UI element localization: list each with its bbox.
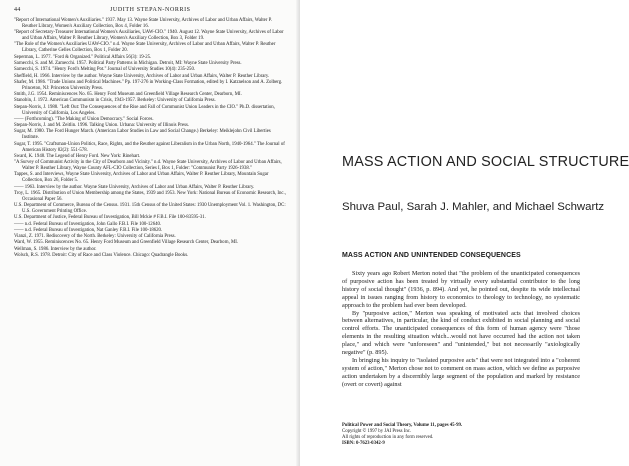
reference-entry: Shafer, M. 1986. "Trade Unions and Political Machines." Pp. 197-276 in Working-Class Formation, edited by I. Katznelson and A. Zolberg. Princeton, NJ: Princeton University Press. <box>14 79 283 91</box>
reference-entry: Sugar, T. 1995. "Craftsman-Union Politics, Race, Rights, and the Reuther against Liberalism in the Urban North, 1940-1964." The Journal of American History 82(2): 551-578. <box>14 141 285 153</box>
reference-list <box>14 18 286 259</box>
reference-entry: Stepan-Norris, J. 1988. "Left Out: The Consequences of the Rise and Fall of Communist Union Leaders in the CIO." Ph.D. dissertation, University of California, Los Angeles. <box>14 104 275 116</box>
reference-entry: "Report of Secretary-Treasurer International Women's Auxiliaries, UAW-CIO." 1940. August 12. Wayne State University, Archives of Labor and Urban Affairs, Walter P. Reuther Library, Women's Auxiliary Collection, Box 3, Folder 19. <box>14 30 284 42</box>
article-body <box>342 270 580 389</box>
reference-entry: Troy, L. 1965. Distribution of Union Membership among the States, 1939 and 1953. New York: National Bureau of Economic Research, Inc., Occasional Paper 56. <box>14 190 286 202</box>
section-heading: MASS ACTION AND UNINTENDED CONSEQUENCES <box>342 252 521 259</box>
right-page <box>300 0 629 466</box>
reference-entry: —— n.d. Federal Bureau of Investigation, John Gallo F.B.I. File 100-12640. <box>14 221 162 227</box>
article-authors: Shuva Paul, Sarah J. Mahler, and Michael Schwartz <box>342 201 605 213</box>
reference-entry: U.S. Department of Commerce, Bureau of the Census. 1931. 15th Census of the United States: 1930 Unemployment Vol. 1. Washington, DC: U.S. Government Printing Office. <box>14 203 286 214</box>
left-page <box>0 0 300 466</box>
reference-entry: Stepan-Norris, J. and M. Zeitlin. 1996. Talking Union. Urbana: University of Illinois Press. <box>14 123 190 129</box>
reference-entry: Sugar, M. 1980. The Ford Hunger March. (American Labor Studies in Law and Social Change.) Berkeley: Meiklejohn Civil Liberties Institute. <box>14 129 271 141</box>
body-paragraph: In bringing his inquiry to "isolated purposive acts" that were not integrated into a "coherent system of action," Merton chose not to comment on mass action, which we define as purposive action undertaken by a discernibly large segment of the population and marked by resistance (overt or covert) against <box>342 356 580 388</box>
reference-entry: Sarnecchi, S. and M. Zamecchi. 1957. Political Party Patterns in Michigan. Detroit, MI: Wayne State University Press. <box>14 60 242 66</box>
reference-entry: Wolsch, R.S. 1978. Detroit: City of Race and Class Violence. Chicago: Quadrangle Books. <box>14 252 189 258</box>
reference-entry: Smith, J.G. 1954. Reminiscences No. 65. Henry Ford Museum and Greenfield Village Research Center, Dearborn, MI. <box>14 92 242 97</box>
body-paragraph: By "purposive action," Merton was speaking of motivated acts that involved choices between alternatives, in particular, the kind of conduct exhibited in social planning and social control efforts. The unanticipated consequences of this form of human agency were "those elements in the resulting situation which...would not have occurred had the action not taken place," and which were "unforeseen" and "unintended," but not necessarily "axiologically negative" (p. 895). <box>342 309 580 357</box>
footnote-copyright: Copyright © 1997 by JAI Press Inc. <box>342 429 412 434</box>
reference-entry: Sward, K. 1948. The Legend of Henry Ford. New York: Rinehart. <box>14 153 141 159</box>
reference-entry: —— (Forthcoming). "The Making of Union Democracy." Social Forces. <box>14 116 154 122</box>
footnote-rights: All rights of reproduction in any form reserved. <box>342 435 434 440</box>
reference-entry: "A Survey of Communist Activity in the City of Dearborn and Vicinity." n.d. Wayne State University, Archives of Labor and Urban Affairs, Walter P. Reuther Library, Wayne County AFL-CIO Collection, Series I, Box 1, Folder: "Communist Party 1926-1938." <box>14 160 282 171</box>
reference-entry: Seperman, L. 1977. "Ford & Organized." Political Affairs 56(3): 19-25. <box>14 54 152 60</box>
reference-entry: Stanobin, J. 1972. American Communism in Crisis, 1943-1957. Berkeley: University of California Press. <box>14 98 216 104</box>
reference-entry: Vianzi, Z. 1971. Rediscovery of the North. Berkeley: University of California Press. <box>14 234 176 240</box>
reference-entry: Sarnecchi, S. 1974. "Henry Ford's Melting Pot." Journal of University Studies 10(4): 235-250. <box>14 67 196 73</box>
reference-entry: "The Role of the Women's Auxiliaries UAW-CIO." n.d. Wayne State University, Archives of Labor and Urban Affairs, Walter P. Reuther Library, Catherine Gelles Collection, Box 1, Folder 20. <box>14 42 276 54</box>
body-paragraph: Sixty years ago Robert Merton noted that "the problem of the unanticipated consequences of purposive action has been treated by virtually every substantial contributor to the long history of social thought" (1936, p. 894). And yet, he pointed out, despite its wide intellectual appeal in issues ranging from history to economics to theology to technology, no systematic approach to the problem had ever been developed. <box>342 270 580 309</box>
reference-entry: Wellman, S. 1986. Interview by the author. <box>14 246 97 252</box>
reference-entry: U.S. Department of Justice, Federal Bureau of Investigation, Bill Mckie # F.B.I. File 100-83595-31. <box>14 215 206 221</box>
running-head: JUDITH STEPAN-NORRIS <box>110 7 191 13</box>
page-number: 44 <box>14 7 21 13</box>
footnote-isbn: ISBN: 0-7623-0342-9 <box>342 441 385 446</box>
publication-footnote <box>342 423 582 447</box>
article-title: MASS ACTION AND SOCIAL STRUCTURE <box>342 154 629 170</box>
reference-entry: "Report of International Women's Auxiliaries." 1937. May 13. Wayne State University, Archives of Labor and Urban Affairs, Walter P. Reuther Library, Women's Auxiliary Collection, Box 4, Folder 16. <box>14 18 272 29</box>
reference-entry: Sheffield, H. 1966. Interview by the author. Wayne State University, Archives of Labor and Urban Affairs, Walter P. Reuther Library. <box>14 73 270 79</box>
footnote-journal: Political Power and Social Theory, Volume 11, pages 45-99. <box>342 423 463 428</box>
reference-entry: Ward, W. 1955. Reminiscences No. 65. Henry Ford Museum and Greenfield Village Research Center, Dearborn, MI. <box>14 240 239 246</box>
reference-entry: Tappes, S. and Interviews, Wayne State University, Archives of Labor and Urban Affairs, Walter P. Reuther Library, Mountain Sugar Collection, Box 26, Folder 5. <box>14 172 269 184</box>
reference-entry: —— 1963. Interview by the author. Wayne State University, Archives of Labor and Urban Affairs, Walter P. Reuther Library. <box>14 184 255 190</box>
reference-entry: —— n.d. Federal Bureau of Investigation, Nat Ganley F.B.I. File 100-18620. <box>14 227 163 233</box>
